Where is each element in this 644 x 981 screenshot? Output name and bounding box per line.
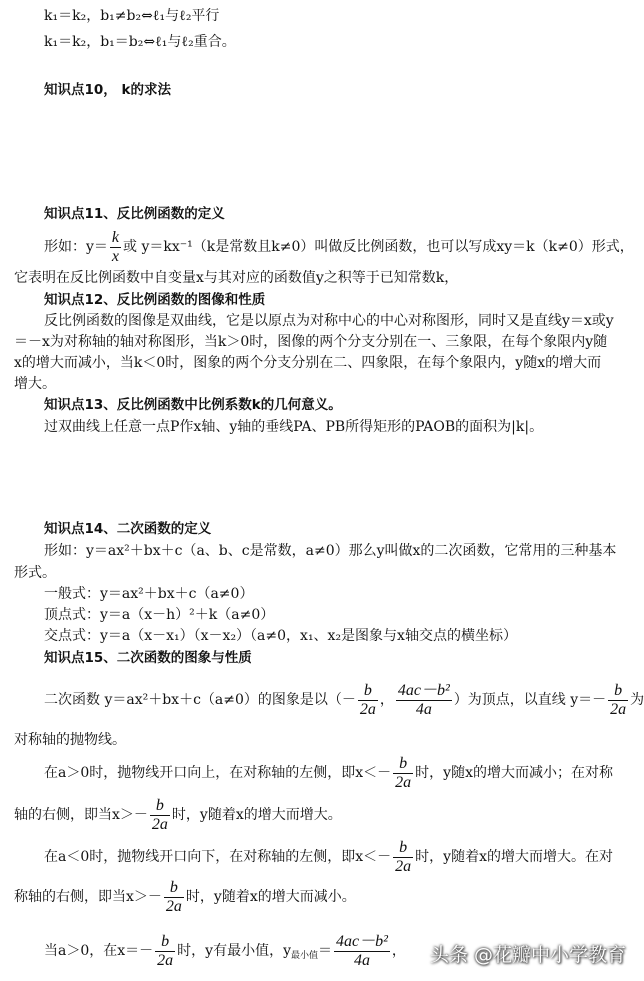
p15-1a: 二次函数 y＝ax²＋bx＋c（a≠0）的图象是以（－ bbox=[44, 692, 356, 708]
p15-4a: 轴的右侧，即当x＞－ bbox=[14, 807, 148, 823]
coincide-condition: k₁＝k₂，b₁＝b₂⇔ℓ₁与ℓ₂重合。 bbox=[44, 34, 236, 50]
watermark: 头条 @花瓣中小学教育 bbox=[429, 944, 626, 966]
heading-knowledge-14: 知识点14、二次函数的定义 bbox=[44, 521, 212, 537]
para-12-line1: 反比例函数的图像是双曲线，它是以原点为对称中心的中心对称图形，同时又是直线y＝x或y bbox=[44, 313, 614, 329]
frac-den: 2a bbox=[395, 857, 412, 875]
def11-prefix: 形如：y＝ bbox=[44, 239, 108, 255]
para-13: 过双曲线上任意一点P作x轴、y轴的垂线PA、PB所得矩形的PAOB的面积为|k|。 bbox=[44, 419, 544, 435]
definition-11-line2: 它表明在反比例函数中自变量x与其对应的函数值y之积等于已知常数k， bbox=[14, 270, 459, 286]
p15-6a: 称轴的右侧，即当x＞－ bbox=[14, 889, 162, 905]
p15-7d: ， bbox=[391, 943, 406, 959]
para-15-line4 bbox=[14, 794, 342, 836]
frac-den: 2a bbox=[395, 773, 412, 791]
def11-rest: 或 y＝kx⁻¹（k是常数且k≠0）叫做反比例函数，也可以写成xy＝k（k≠0）形式， bbox=[123, 239, 634, 255]
frac-num: b bbox=[150, 797, 170, 816]
heading-knowledge-11: 知识点11、反比例函数的定义 bbox=[44, 206, 225, 222]
para-15-line2: 对称轴的抛物线。 bbox=[14, 732, 126, 748]
frac-num: b bbox=[164, 879, 184, 898]
left-axis-fraction bbox=[393, 755, 413, 792]
frac-num: b bbox=[608, 682, 628, 701]
para-12-line4: 增大。 bbox=[14, 376, 56, 392]
para-12-line3: x的增大而减小，当k＜0时，图象的两个分支分别在二、四象限，在每个象限内，y随x的增大而 bbox=[14, 355, 602, 371]
p15-3b: 时，y随x的增大而减小；在对称 bbox=[415, 765, 613, 781]
min-value-subscript: 最小值 bbox=[290, 951, 318, 961]
vertex-y-fraction bbox=[396, 682, 452, 719]
general-form: 一般式：y＝ax²＋bx＋c（a≠0） bbox=[44, 586, 254, 602]
frac-num-k: k bbox=[111, 228, 120, 246]
p15-1c: ）为顶点，以直线 y＝－ bbox=[453, 692, 607, 708]
para-15-line6 bbox=[14, 876, 356, 918]
para-15-line5 bbox=[44, 836, 613, 878]
frac-den: 2a bbox=[165, 897, 182, 915]
heading-knowledge-12: 知识点12、反比例函数的图像和性质 bbox=[44, 292, 266, 308]
p15-1b: ， bbox=[379, 692, 394, 708]
p15-1d: 为 bbox=[630, 692, 644, 708]
para-15-line1 bbox=[44, 678, 644, 722]
para-12-line2: ＝－x为对称轴的轴对称图形，当k＞0时，图像的两个分支分别在一、三象限，在每个象限内y随 bbox=[14, 334, 608, 350]
para-15-line7 bbox=[44, 930, 406, 977]
vertex-form: 顶点式：y＝a（x－h）²＋k（a≠0） bbox=[44, 607, 275, 623]
axis-fraction bbox=[608, 682, 628, 719]
p15-5b: 时，y随着x的增大而增大。在对 bbox=[415, 849, 613, 865]
p15-7c: ＝ bbox=[318, 943, 332, 959]
frac-num: b bbox=[358, 682, 378, 701]
frac-num: 4ac－b² bbox=[397, 681, 450, 699]
frac-num: b bbox=[393, 755, 413, 774]
frac-den: 2a bbox=[151, 815, 168, 833]
definition-11-line1 bbox=[44, 226, 634, 268]
p15-3a: 在a＞0时，抛物线开口向上，在对称轴的左侧，即x＜－ bbox=[44, 765, 392, 781]
p15-7a: 当a＞0，在x＝－ bbox=[44, 943, 154, 959]
frac-den: 4a bbox=[353, 951, 370, 969]
frac-den: 4a bbox=[415, 700, 432, 718]
frac-den: 2a bbox=[359, 700, 376, 718]
heading-knowledge-13: 知识点13、反比例函数中比例系数k的几何意义。 bbox=[44, 397, 342, 413]
p15-7b: 时，y有最小值，y bbox=[177, 943, 291, 959]
frac-den-x: x bbox=[111, 247, 120, 265]
right-axis-fraction bbox=[150, 797, 170, 834]
b-over-2a-fraction bbox=[358, 682, 378, 719]
heading-knowledge-10: 知识点10， k的求法 bbox=[44, 82, 171, 98]
p15-6b: 时，y随着x的增大而减小。 bbox=[185, 889, 356, 905]
parallel-condition: k₁＝k₂，b₁≠b₂⇔ℓ₁与ℓ₂平行 bbox=[44, 8, 220, 24]
frac-den: 2a bbox=[157, 951, 174, 969]
frac-num: b bbox=[155, 933, 175, 952]
frac-num: b bbox=[393, 839, 413, 858]
heading-knowledge-15: 知识点15、二次函数的图象与性质 bbox=[44, 650, 252, 666]
frac-den: 2a bbox=[610, 700, 627, 718]
para-14-line1: 形如：y＝ax²＋bx＋c（a、b、c是常数，a≠0）那么y叫做x的二次函数，它常用的三种基本 bbox=[44, 543, 617, 559]
min-value-fraction bbox=[334, 933, 390, 970]
frac-num: 4ac－b² bbox=[336, 932, 388, 950]
right-axis-fraction-2 bbox=[164, 879, 184, 916]
intercept-form: 交点式：y＝a（x－x₁）（x－x₂）（a≠0，x₁、x₂是图象与x轴交点的横坐标） bbox=[44, 628, 517, 644]
p15-4b: 时，y随着x的增大而增大。 bbox=[171, 807, 342, 823]
k-over-x-fraction bbox=[110, 229, 121, 266]
min-x-fraction bbox=[155, 933, 175, 970]
p15-5a: 在a＜0时，抛物线开口向下，在对称轴的左侧，即x＜－ bbox=[44, 849, 392, 865]
left-axis-fraction-2 bbox=[393, 839, 413, 876]
para-14-line2: 形式。 bbox=[14, 565, 56, 581]
para-15-line3 bbox=[44, 752, 613, 794]
